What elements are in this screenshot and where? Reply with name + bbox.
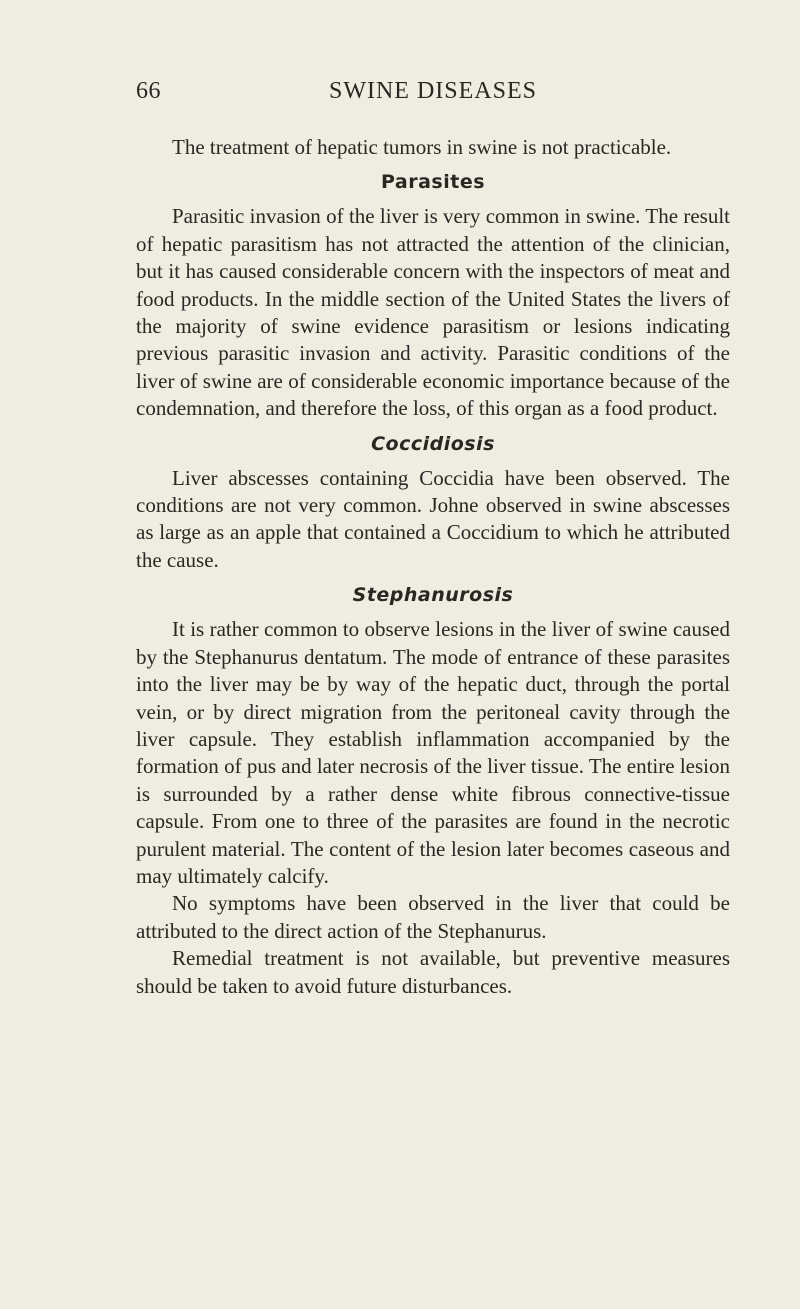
stephanurosis-paragraph-1: It is rather common to observe lesions in the liver of swine caused by the Stephanurus dentatum. The mode of entrance of these parasites into the liver may be by way of the hepatic duct, through the portal vein, or by direct migration from the peritoneal cavity through the liver capsule. They establish inflammation accompanied by the formation of pus and later necrosis of the liver tissue. The entire lesion is surrounded by a rather dense white fibrous connective-tissue capsule. From one to three of the parasites are found in the necrotic purulent material. The content of the lesion later becomes caseous and may ultimately calcify. [136, 617, 730, 888]
intro-paragraph: The treatment of hepatic tumors in swine is not practicable. [172, 135, 672, 159]
heading-stephanurosis: Stephanurosis [352, 584, 514, 607]
stephanurosis-paragraph-2: No symptoms have been observed in the liver that could be attributed to the direct action of the Stephanurus. [136, 891, 730, 943]
running-title: SWINE DISEASES [328, 78, 537, 104]
heading-parasites: Parasites [380, 171, 486, 194]
page-number: 66 [136, 78, 161, 104]
body-text [136, 134, 730, 1000]
running-head [136, 78, 730, 108]
heading-coccidiosis: Coccidiosis [371, 432, 495, 455]
parasites-paragraph: Parasitic invasion of the liver is very common in swine. The result of hepatic parasitism has not attracted the attention of the clinician, but it has caused considerable concern with the inspectors of meat and food products. In the middle section of the United States the livers of the majority of swine evidence parasitism or lesions indicating previous parasitic invasion and activity. Parasitic conditions of the liver of swine are of considerable economic importance because of the condemnation, and therefore the loss, of this organ as a food product. [136, 204, 730, 421]
stephanurosis-paragraph-3: Remedial treatment is not available, but preventive measures should be taken to avoid future disturbances. [136, 946, 730, 998]
coccidiosis-paragraph: Liver abscesses containing Coccidia have been observed. The conditions are not very common. Johne observed in swine abscesses as large as an apple that contained a Coccidium to which he attributed the cause. [136, 465, 730, 572]
